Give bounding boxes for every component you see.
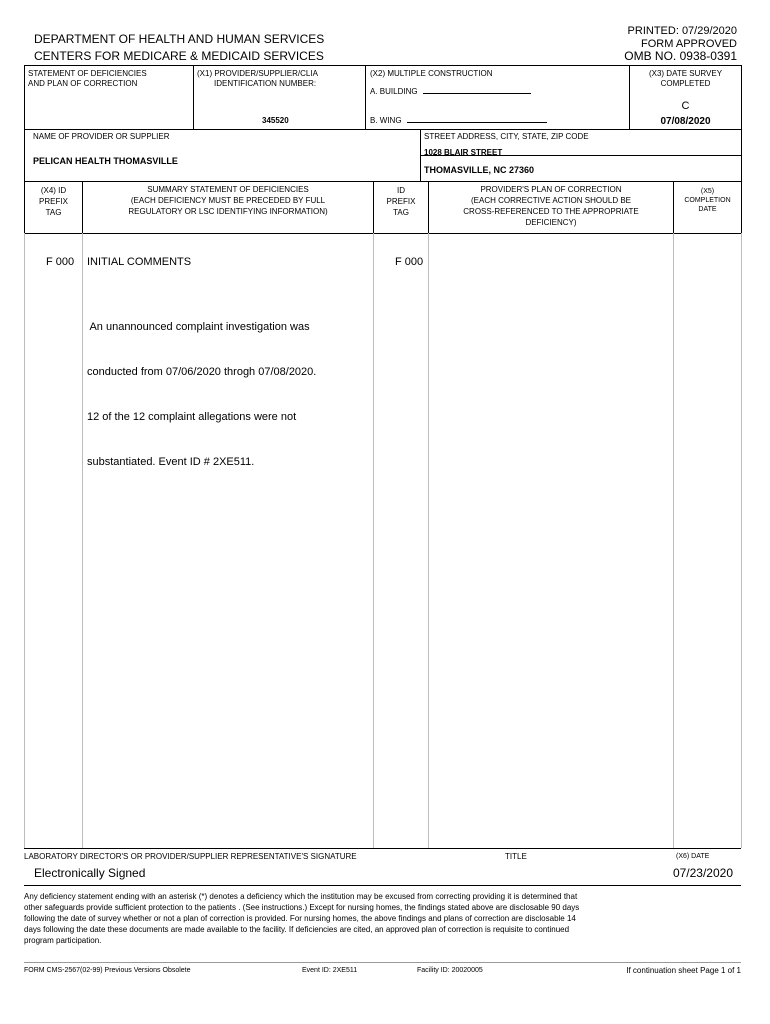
footer-divider: [24, 962, 741, 963]
facility-id: Facility ID: 20020005: [417, 967, 483, 974]
signature-label: LABORATORY DIRECTOR'S OR PROVIDER/SUPPLIER REPRESENTATIVE'S SIGNATURE: [24, 852, 357, 861]
address-left-border: [420, 129, 421, 181]
deficiency-text-line-4: substantiated. Event ID # 2XE511.: [87, 456, 255, 468]
deficiency-text-line-1: An unannounced complaint investigation was: [87, 321, 310, 333]
title-label: TITLE: [505, 852, 527, 861]
body-col-right-edge: [741, 233, 742, 848]
x5-header-3: DATE: [698, 206, 717, 213]
x2-wing: [370, 114, 547, 127]
street-address: 1028 BLAIR STREET: [424, 148, 503, 157]
plan-header-4: DEFICIENCY): [525, 218, 577, 227]
correction-tag: F 000: [395, 256, 424, 268]
body-col-sep-3: [428, 233, 429, 848]
form-approved: FORM APPROVED: [641, 38, 737, 50]
x2-building-label: A. BUILDING: [370, 87, 418, 96]
x2-left-border: [365, 65, 366, 129]
date-label: (X6) DATE: [676, 853, 710, 860]
columns-header-bottom-border: [24, 233, 741, 234]
deficiency-text: [87, 290, 316, 485]
signature-date: 07/23/2020: [672, 866, 733, 880]
deficiency-text-line-3: 12 of the 12 complaint allegations were not: [87, 411, 297, 423]
department-name: DEPARTMENT OF HEALTH AND HUMAN SERVICES: [34, 32, 325, 46]
statement-label-2: AND PLAN OF CORRECTION: [28, 79, 138, 88]
summary-header-3: REGULATORY OR LSC IDENTIFYING INFORMATION): [128, 207, 328, 216]
summary-header-2: (EACH DEFICIENCY MUST BE PRECEDED BY FULL: [130, 196, 326, 205]
x3-label-1: (X3) DATE SURVEY: [648, 69, 723, 78]
form-top-border: [24, 65, 741, 66]
disclaimer-line-5: program participation.: [24, 936, 102, 945]
x1-label-2: IDENTIFICATION NUMBER:: [214, 79, 317, 88]
x5-header-1: (X5): [700, 188, 715, 195]
omb-number: OMB NO. 0938-0391: [624, 49, 737, 63]
body-col-left-edge: [24, 233, 25, 848]
disclaimer: [24, 891, 744, 946]
x3-survey-date: 07/08/2020: [660, 116, 711, 127]
x2-wing-label: B. WING: [370, 116, 402, 125]
x3-code: C: [681, 100, 690, 112]
disclaimer-line-4: days following the date these documents are made available to the facility. If deficiencies are cited, an approved plan of correction is requisite to continued: [24, 925, 570, 934]
x2-building: [370, 85, 531, 98]
deficiency-tag: F 000: [46, 256, 75, 268]
body-col-sep-1: [82, 233, 83, 848]
deficiency-text-line-2: conducted from 07/06/2020 throgh 07/08/2020.: [87, 366, 317, 378]
plan-header-3: CROSS-REFERENCED TO THE APPROPRIATE: [463, 207, 639, 216]
signature-value: Electronically Signed: [34, 866, 146, 880]
disclaimer-line-2: other safeguards provide sufficient protection to the patients . (See instructions.) Except for nursing homes, the findings stated above are disclosable 90 days: [24, 903, 580, 912]
city-state-zip: THOMASVILLE, NC 27360: [424, 165, 535, 175]
disclaimer-line-1: Any deficiency statement ending with an asterisk (*) denotes a deficiency which the institution may be excused from correcting providing it is determined that: [24, 892, 578, 901]
x1-label-1: (X1) PROVIDER/SUPPLIER/CLIA: [197, 69, 318, 78]
provider-name-label: NAME OF PROVIDER OR SUPPLIER: [33, 132, 170, 141]
x2-building-blank: [423, 85, 531, 94]
printed-date: PRINTED: 07/29/2020: [627, 25, 737, 37]
signature-bottom-border: [24, 885, 741, 886]
x2-wing-blank: [407, 114, 547, 123]
agency-name: CENTERS FOR MEDICARE & MEDICAID SERVICES: [34, 49, 324, 63]
id-header-1: ID: [397, 186, 405, 195]
id-header-2: PREFIX: [386, 197, 416, 206]
address-label: STREET ADDRESS, CITY, STATE, ZIP CODE: [424, 132, 589, 141]
statement-label-1: STATEMENT OF DEFICIENCIES: [28, 69, 147, 78]
x2-label: (X2) MULTIPLE CONSTRUCTION: [370, 69, 493, 78]
summary-header-1: SUMMARY STATEMENT OF DEFICIENCIES: [147, 185, 309, 194]
x5-header-2: COMPLETION: [684, 197, 731, 204]
x4-header-2: PREFIX: [39, 197, 68, 206]
plan-header-1: PROVIDER'S PLAN OF CORRECTION: [480, 185, 622, 194]
body-bottom-border: [24, 848, 741, 849]
x4-header-3: TAG: [45, 208, 62, 217]
provider-name: PELICAN HEALTH THOMASVILLE: [33, 156, 178, 166]
plan-header-2: (EACH CORRECTIVE ACTION SHOULD BE: [470, 196, 632, 205]
form-number: FORM CMS-2567(02-99) Previous Versions Obsolete: [24, 967, 191, 974]
page-indicator: If continuation sheet Page 1 of 1: [626, 966, 741, 975]
x3-label-2: COMPLETED: [660, 79, 711, 88]
body-col-sep-2: [373, 233, 374, 848]
x1-left-border: [193, 65, 194, 129]
disclaimer-line-3: following the date of survey whether or not a plan of correction is provided. For nursing homes, the above findings and plans of correction are disclosable 14: [24, 914, 576, 923]
event-id: Event ID: 2XE511: [302, 967, 358, 974]
form-right-border: [741, 65, 742, 233]
x1-provider-number: 345520: [262, 116, 289, 125]
x4-header-1: (X4) ID: [40, 186, 67, 195]
deficiency-title: INITIAL COMMENTS: [87, 256, 192, 268]
provider-row-bottom-border: [24, 181, 741, 182]
id-header-3: TAG: [393, 208, 409, 217]
header-box-bottom-border: [24, 129, 741, 130]
body-col-sep-4: [673, 233, 674, 848]
